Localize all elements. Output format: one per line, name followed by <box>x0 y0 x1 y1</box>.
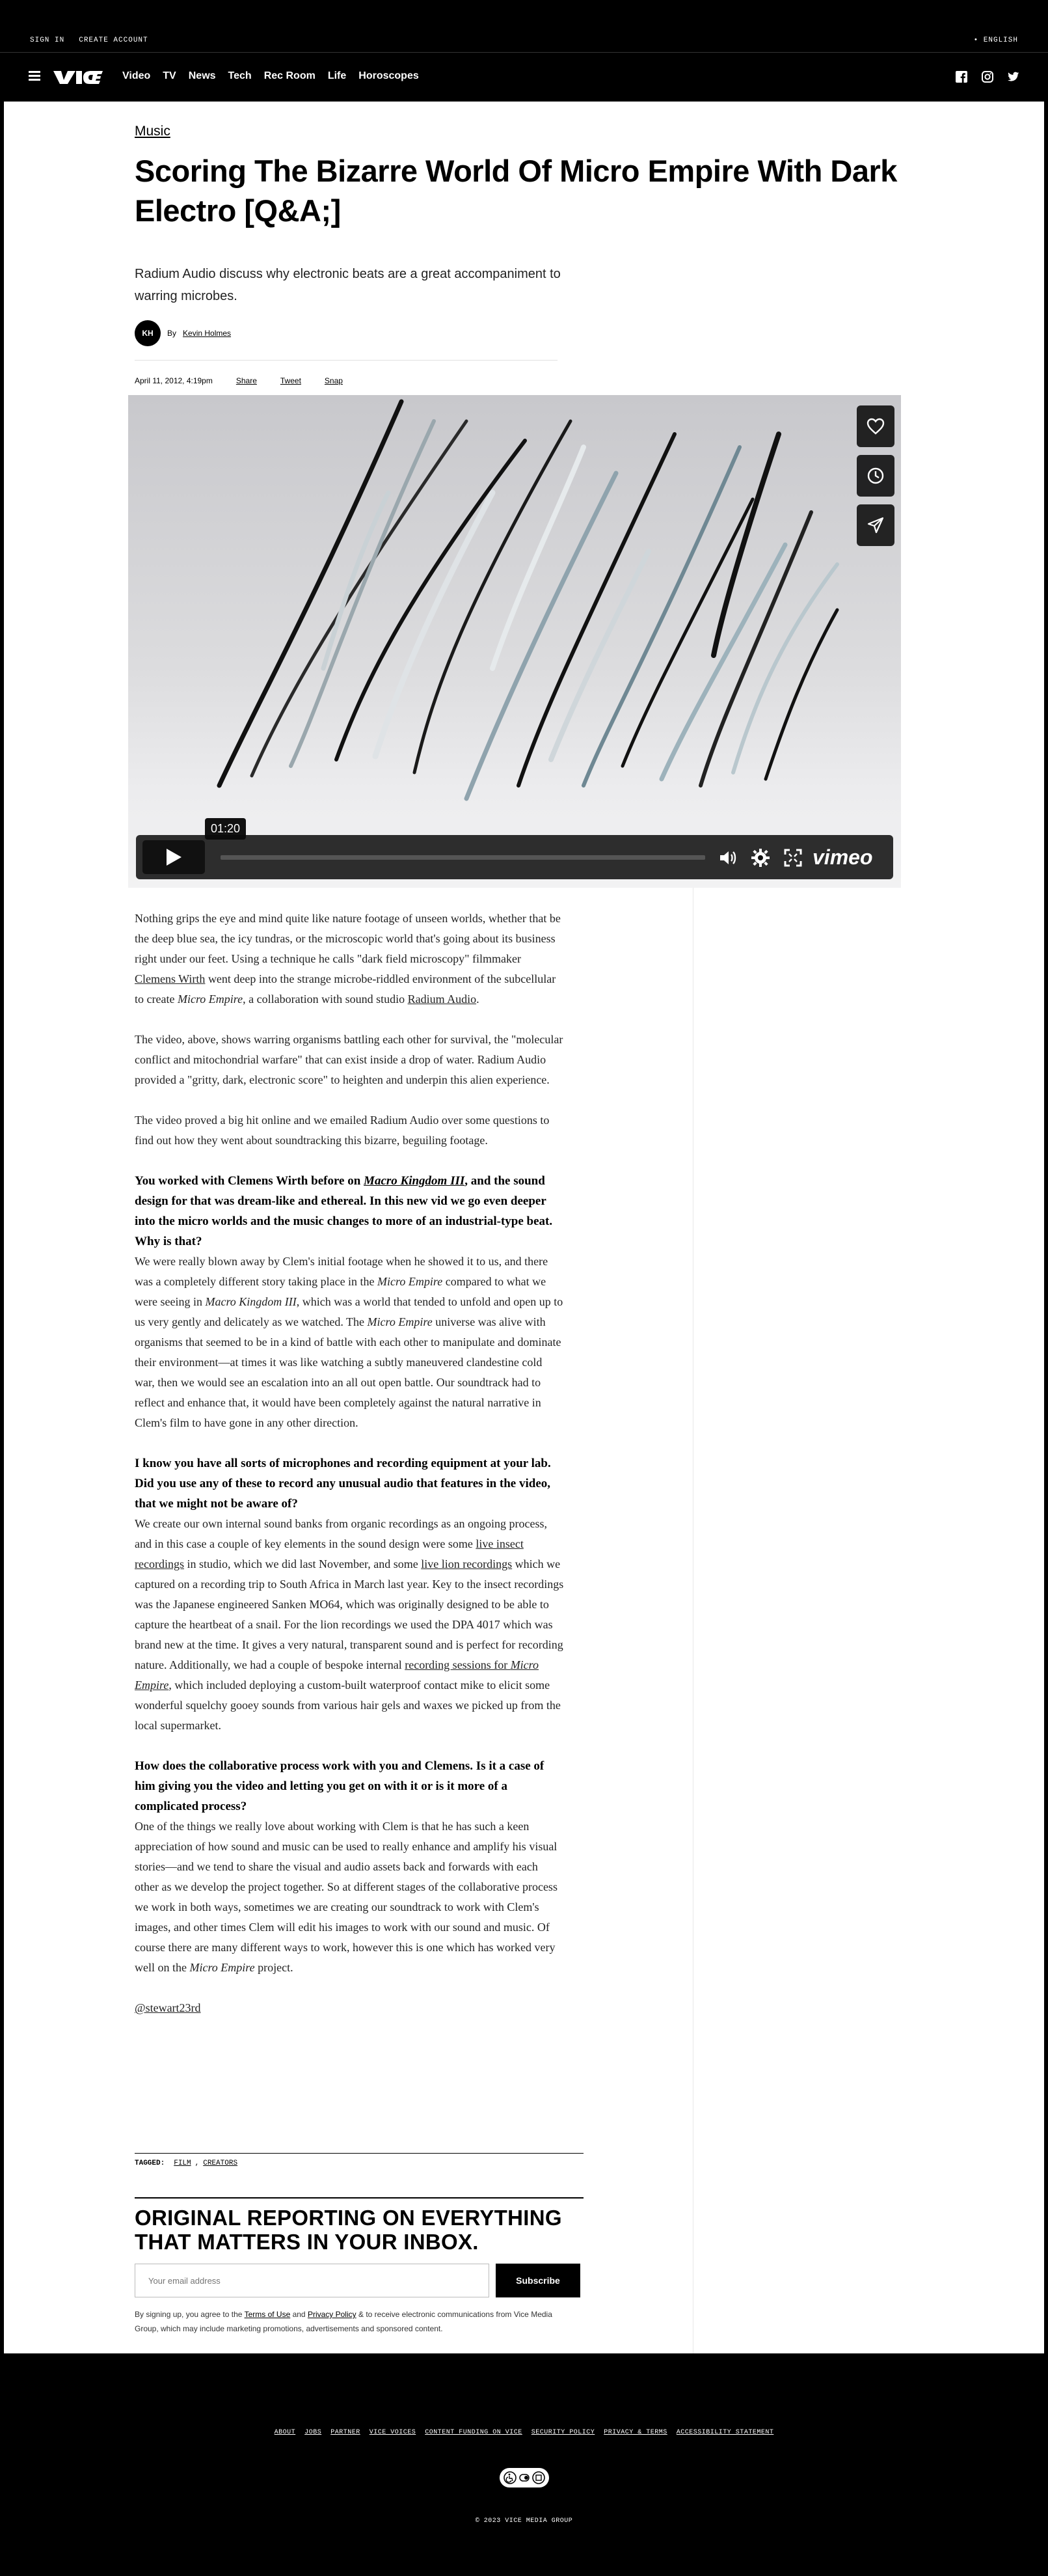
utility-bar <box>0 0 1048 52</box>
progress-track[interactable] <box>221 855 705 860</box>
video-player[interactable] <box>128 395 901 888</box>
footer-link-jobs[interactable]: JOBS <box>304 2429 322 2436</box>
newsletter-title: ORIGINAL REPORTING ON EVERYTHING THAT MATTERS IN YOUR INBOX. <box>135 2206 562 2254</box>
article-dek: Radium Audio discuss why electronic beats are a great accompaniment to warring microbes. <box>135 267 561 303</box>
article-body <box>135 909 564 2038</box>
tag-creators[interactable]: CREATORS <box>203 2159 238 2167</box>
byline <box>135 320 231 346</box>
footer-link-privacy-terms[interactable]: PRIVACY & TERMS <box>604 2429 667 2436</box>
twitter-icon[interactable] <box>1008 71 1019 83</box>
insect-recordings-link[interactable]: live insect recordings <box>135 1537 524 1570</box>
question: I know you have all sorts of microphones and recording equipment at your lab. Did you use any of these to record any unusual audio that features in the video, that we might not be aware of? <box>135 1457 551 1511</box>
author-avatar[interactable]: KH <box>135 320 161 346</box>
nav-item-tech[interactable]: Tech <box>228 70 252 81</box>
nav-item-horoscopes[interactable]: Horoscopes <box>358 70 419 81</box>
nav-item-tv[interactable]: TV <box>163 70 176 81</box>
footer-link-accessibility[interactable]: ACCESSIBILITY STATEMENT <box>676 2429 774 2436</box>
instagram-icon[interactable] <box>982 71 993 83</box>
accessibility-button[interactable] <box>500 2468 549 2487</box>
audio-description-icon <box>532 2471 545 2484</box>
sign-in-link[interactable]: SIGN IN <box>30 36 65 44</box>
send-icon <box>867 516 885 534</box>
heart-icon <box>867 418 885 435</box>
question: How does the collaborative process work with you and Clemens. Is it a case of him giving you the video and letting you get on with it or is it more of a complicated process? <box>135 1759 544 1813</box>
tweet-link[interactable]: Tweet <box>280 376 301 385</box>
lion-recordings-link[interactable]: live lion recordings <box>421 1557 513 1570</box>
share-video-button[interactable] <box>857 504 894 546</box>
nav-item-rec-room[interactable]: Rec Room <box>263 70 316 81</box>
tags-label: TAGGED: <box>135 2159 165 2167</box>
newsletter-legal: By signing up, you agree to the Terms of Use and Privacy Policy & to receive electronic communications from Vice Media Group, which may include marketing promotions, advertisements and sponsored content. <box>135 2310 552 2333</box>
play-icon <box>165 848 182 866</box>
tags-divider <box>135 2153 584 2154</box>
nav-item-news[interactable]: News <box>188 70 216 81</box>
footer-link-security-policy[interactable]: SECURITY POLICY <box>531 2429 595 2436</box>
vimeo-logo[interactable]: vimeo <box>813 845 873 869</box>
terms-of-use-link[interactable]: Terms of Use <box>244 2310 291 2319</box>
paragraph: The video proved a big hit online and we emailed Radium Audio over some questions to find out how they went about soundtracking this bizarre, beguiling footage. <box>135 1114 550 1147</box>
question: You worked with Clemens Wirth before on Macro Kingdom III, and the sound design for that was dream-like and ethereal. In this new vid we go even deeper into the micro worlds and the music changes to more of an industrial-type beat. Why is that? <box>135 1174 553 1248</box>
byline-prefix: By <box>167 329 177 338</box>
nav-item-life[interactable]: Life <box>327 70 347 81</box>
video-controls <box>136 835 893 879</box>
wheelchair-icon <box>504 2471 517 2484</box>
answer: One of the things we really love about working with Clem is that he has such a keen appreciation of how sound and music can be used to really enhance and amplify his visual stories—and we tend to share the visual and audio assets back and forwards with each other as we develop the project together. So at different stages of the collaborative process we work in both ways, sometimes we are creating our soundtrack to work with Clem's images, and other times Clem will edit his images to work with our sound and music. Of course there are many different ways to work, however this is one which has worked very well on the Micro Empire project. <box>135 1820 558 1974</box>
like-button[interactable] <box>857 405 894 447</box>
answer: We were really blown away by Clem's initial footage when he showed it to us, and there was a completely different story taking place in the Micro Empire compared to what we were seeing in Macro Kingdom III, which was a world that tended to unfold and open up to us very gently and delicately as we watched. The Micro Empire universe was alive with organisms that seemed to be in a kind of battle with each other to manipulate and dominate their environment—at times it was like watching a subtly maneuvered clandestine cold war, then we would see an escalation into an all out open battle. Our soundtrack had to reflect and enhance that, it would have been completely against the natural narrative in Clem's film to have gone in any other direction. <box>135 1255 563 1429</box>
macro-kingdom-link[interactable]: Macro Kingdom III <box>364 1174 465 1188</box>
footer-link-vice-voices[interactable]: VICE VOICES <box>369 2429 416 2436</box>
category-link[interactable]: Music <box>135 124 170 139</box>
watch-later-button[interactable] <box>857 455 894 497</box>
play-button[interactable] <box>142 840 205 874</box>
privacy-policy-link[interactable]: Privacy Policy <box>307 2310 356 2319</box>
footer-link-content-funding[interactable]: CONTENT FUNDING ON VICE <box>425 2429 522 2436</box>
settings-icon[interactable] <box>751 848 770 868</box>
tags: TAGGED: FILM , CREATORS <box>135 2159 238 2167</box>
byline-divider <box>135 360 558 361</box>
recording-sessions-link[interactable]: recording sessions for Micro Empire <box>135 1658 539 1692</box>
twitter-handle-paragraph <box>135 1998 564 2018</box>
paragraph: The video, above, shows warring organisms battling each other for survival, the "molecular conflict and mitochondrial warfare" that can exist inside a drop of water. Radium Audio provided a "gritty, dark, electronic score" to heighten and underpin this alien experience. <box>135 1033 563 1086</box>
create-account-link[interactable]: CREATE ACCOUNT <box>79 36 148 44</box>
menu-icon[interactable] <box>29 71 40 80</box>
nav-item-video[interactable]: Video <box>122 70 151 81</box>
footer-link-about[interactable]: ABOUT <box>274 2429 296 2436</box>
main-navigation <box>0 52 1048 102</box>
footer <box>0 2353 1048 2576</box>
volume-icon[interactable] <box>718 848 738 868</box>
language-selector[interactable]: • ENGLISH <box>973 36 1018 44</box>
video-frame <box>128 395 901 888</box>
author-link[interactable]: Kevin Holmes <box>183 329 232 338</box>
snap-link[interactable]: Snap <box>324 376 343 385</box>
article-meta <box>135 376 343 385</box>
toggle-icon <box>519 2474 530 2482</box>
email-field[interactable] <box>135 2264 489 2297</box>
vice-logo[interactable] <box>52 68 104 87</box>
article-title: Scoring The Bizarre World Of Micro Empire With Dark Electro [Q&A;] <box>135 154 897 228</box>
subscribe-button[interactable]: Subscribe <box>496 2264 580 2297</box>
facebook-icon[interactable] <box>956 71 967 83</box>
twitter-handle-link[interactable]: @stewart23rd <box>135 2001 201 2014</box>
copyright: © 2023 VICE MEDIA GROUP <box>475 2517 573 2525</box>
paragraph: Nothing grips the eye and mind quite like nature footage of unseen worlds, whether that be the deep blue sea, the icy tundras, or the microscopic world that's going about its business right under our feet. Using a technique he calls "dark field microscopy" filmmaker Clemens Wirth went deep into the strange microbe-riddled environment of the subcellular to create Micro Empire, a collaboration with sound studio Radium Audio. <box>135 912 561 1006</box>
newsletter-divider <box>135 2197 584 2199</box>
tag-film[interactable]: FILM <box>174 2159 191 2167</box>
clock-icon <box>867 467 885 485</box>
answer: We create our own internal sound banks from organic recordings as an ongoing process, and in this case a couple of key elements in the sound design were some live insect recordings in studio, which we did last November, and some live lion recordings which we captured on a recording trip to South Africa in March last year. Key to the insect recordings was the Japanese engineered Sanken MO64, which was originally designed to be able to capture the heartbeat of a snail. For the lion recordings we used the DPA 4017 which was brand new at the time. It gives a very natural, transparent sound and is perfect for recording nature. Additionally, we had a couple of bespoke internal recording sessions for Micro Empire, which included deploying a custom-built waterproof contact mike to elicit some wonderful squelchy gooey sounds from various hair gels and waxes we picked up from the local supermarket. <box>135 1517 564 1732</box>
share-link[interactable]: Share <box>235 376 257 385</box>
fullscreen-icon[interactable] <box>783 848 803 868</box>
publish-date: April 11, 2012, 4:19pm <box>135 376 213 385</box>
footer-link-partner[interactable]: PARTNER <box>330 2429 360 2436</box>
radium-audio-link[interactable]: Radium Audio <box>407 993 477 1006</box>
clemens-wirth-link[interactable]: Clemens Wirth <box>135 972 206 985</box>
time-tooltip: 01:20 <box>205 818 246 840</box>
